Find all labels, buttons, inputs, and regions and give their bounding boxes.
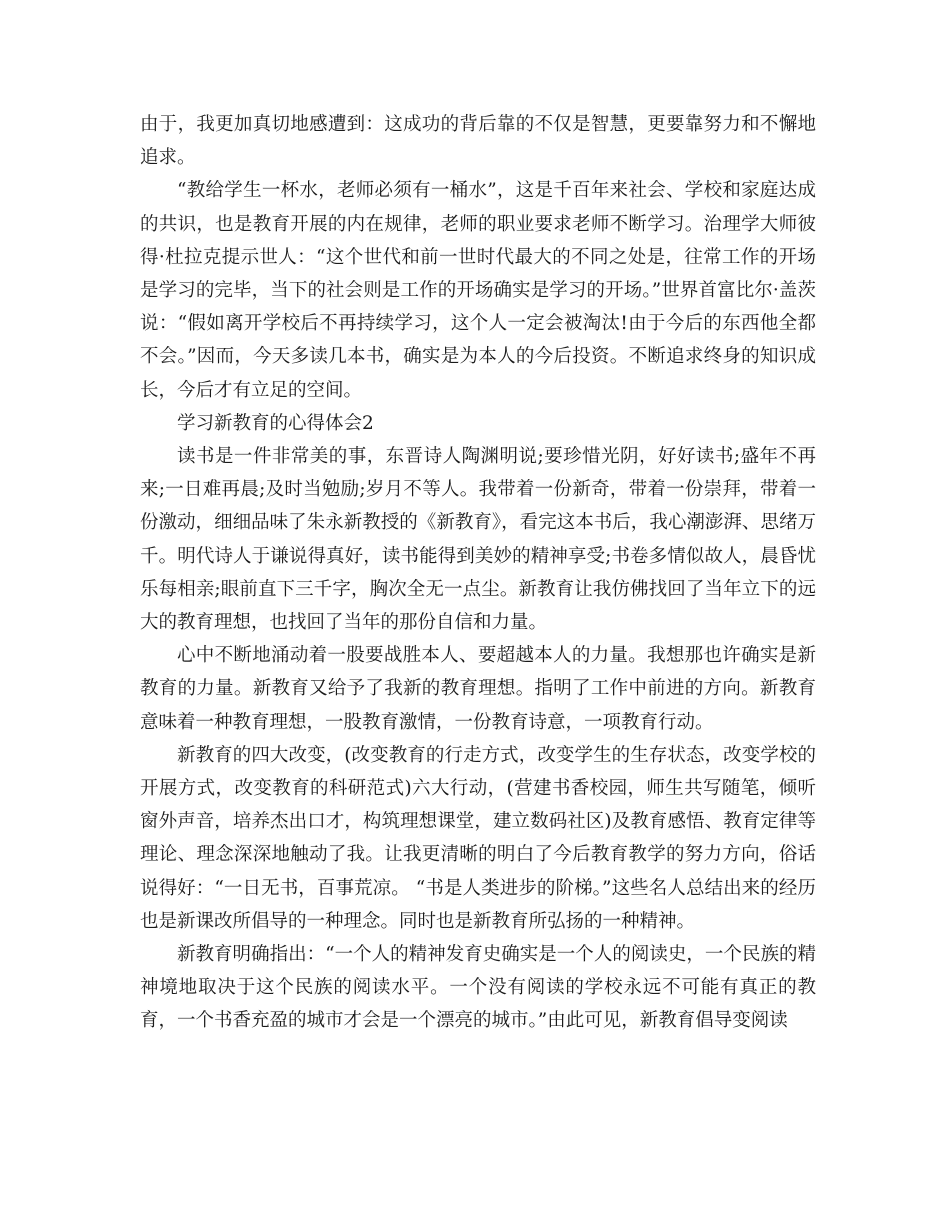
- paragraph-four-changes: 新教育的四大改变，(改变教育的行走方式，改变学生的生存状态，改变学校的开展方式，改变教育的科研范式)六大行动，(营建书香校园，师生共写随笔，倾听窗外声音，培养杰出口才，构筑理想课堂，建立数码社区)及教育感悟、教育定律等理论、理念深深地触动了我。让我更清晰的明白了今后教育教学的努力方向，俗话说得好：“一日无书，百事荒凉。 “书是人类进步的阶梯。”这些名人总结出来的经历也是新课改所倡导的一种理念。同时也是新教育所弘扬的一种精神。: [140, 744, 816, 932]
- paragraph-continuation: 由于，我更加真切地感遭到：这成功的背后靠的不仅是智慧，更要靠努力和不懈地追求。: [140, 114, 816, 169]
- paragraph-reading: 读书是一件非常美的事，东晋诗人陶渊明说;要珍惜光阴，好好读书;盛年不再来;一日难再晨;及时当勉励;岁月不等人。我带着一份新奇，带着一份崇拜，带着一份激动，细细品味了朱永新教授的《新教育》，看完这本书后，我心潮澎湃、思绪万千。明代诗人于谦说得真好，读书能得到美妙的精神享受;书卷多情似故人，晨昏忧乐每相亲;眼前直下三千字，胸次全无一点尘。新教育让我仿佛找回了当年立下的远大的教育理想，也找回了当年的那份自信和力量。: [140, 446, 816, 634]
- paragraph-reading-history: 新教育明确指出：“一个人的精神发育史确实是一个人的阅读史，一个民族的精神境地取决于这个民族的阅读水平。一个没有阅读的学校永远不可能有真正的教育，一个书香充盈的城市才会是一个漂亮的城市。”由此可见，新教育倡导变阅读: [140, 944, 816, 1032]
- section-heading: 学习新教育的心得体会2: [177, 412, 374, 434]
- document-page: [140, 108, 816, 1038]
- paragraph-new-education-power: 心中不断地涌动着一股要战胜本人、要超越本人的力量。我想那也许确实是新教育的力量。新教育又给予了我新的教育理想。指明了工作中前进的方向。新教育意味着一种教育理想，一股教育激情，一份教育诗意，一项教育行动。: [140, 645, 816, 733]
- paragraph-teacher-learning: “教给学生一杯水，老师必须有一桶水”，这是千百年来社会、学校和家庭达成的共识，也是教育开展的内在规律，老师的职业要求老师不断学习。治理学大师彼得·杜拉克提示世人：“这个世代和前一世时代最大的不同之处是，往常工作的开场是学习的完毕，当下的社会则是工作的开场确实是学习的开场。”世界首富比尔·盖茨说：“假如离开学校后不再持续学习，这个人一定会被淘汰!由于今后的东西他全都不会。”因而，今天多读几本书，确实是为本人的今后投资。不断追求终身的知识成长，今后才有立足的空间。: [140, 180, 816, 401]
